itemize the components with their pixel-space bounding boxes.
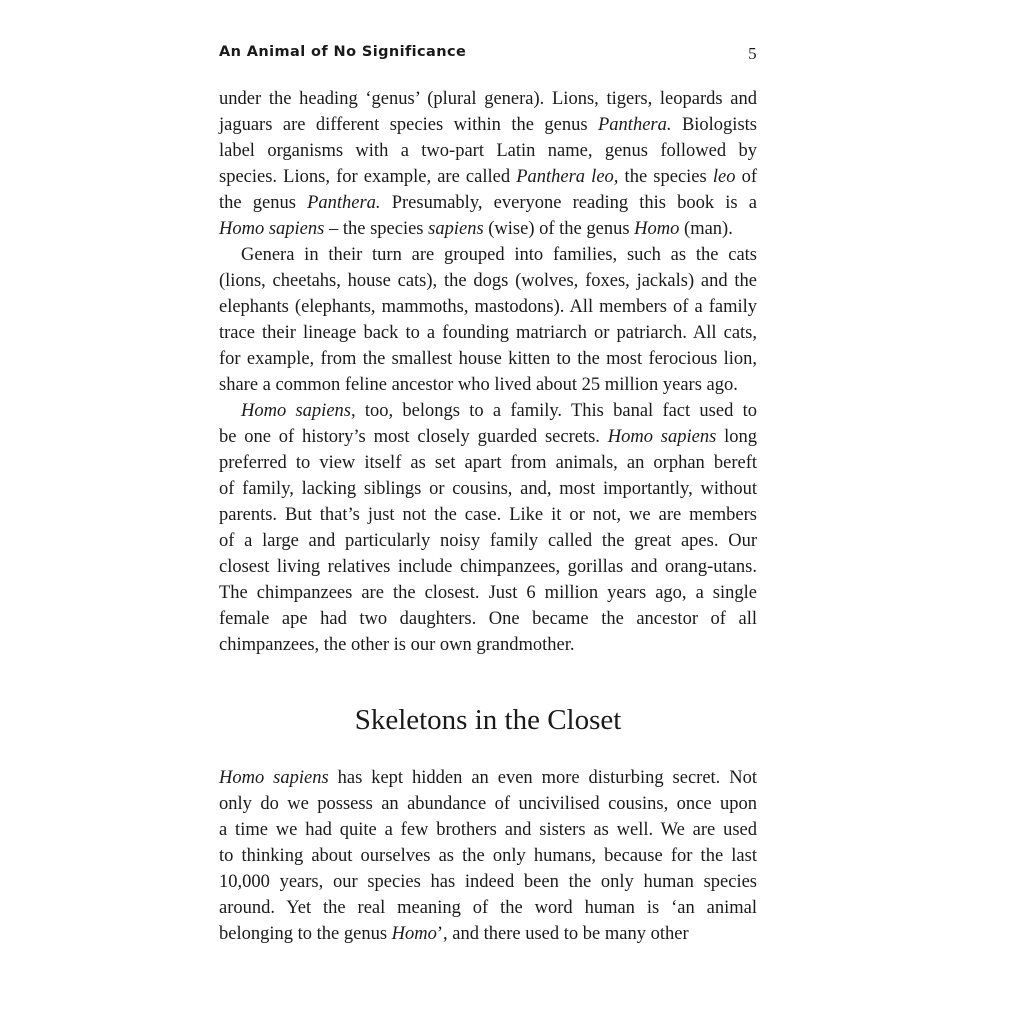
text-line: for example, from the smallest house kitten to the most ferocious lion, — [219, 349, 757, 369]
text-line: preferred to view itself as set apart from animals, an orphan bereft — [219, 453, 757, 473]
text-line: of family, lacking siblings or cousins, and, most importantly, without — [219, 479, 757, 499]
text-line: closest living relatives include chimpanzees, gorillas and orang-utans. — [219, 557, 757, 577]
section-heading: Skeletons in the Closet — [354, 704, 622, 736]
text-line: only do we possess an abundance of uncivilised cousins, once upon — [219, 794, 757, 814]
text-line: jaguars are different species within the genus Panthera. Biologists — [219, 115, 757, 135]
running-head — [219, 44, 757, 64]
page-number: 5 — [748, 44, 757, 63]
text-line: The chimpanzees are the closest. Just 6 million years ago, a single — [219, 583, 757, 603]
text-line: (lions, cheetahs, house cats), the dogs (wolves, foxes, jackals) and the — [219, 271, 757, 291]
body-text — [219, 86, 757, 658]
text-line: label organisms with a two-part Latin name, genus followed by — [219, 141, 757, 161]
text-line: to thinking about ourselves as the only humans, because for the last — [219, 846, 757, 866]
text-line: be one of history’s most closely guarded secrets. Homo sapiens long — [219, 427, 758, 447]
text-line: parents. But that’s just not the case. Like it or not, we are members — [219, 505, 757, 525]
text-line: chimpanzees, the other is our own grandmother. — [219, 635, 575, 655]
text-line: the genus Panthera. Presumably, everyone reading this book is a — [219, 193, 757, 213]
text-line: share a common feline ancestor who lived about 25 million years ago. — [219, 375, 738, 395]
text-line: species. Lions, for example, are called Panthera leo, the species leo of — [219, 167, 757, 187]
text-line: Homo sapiens – the species sapiens (wise) of the genus Homo (man). — [219, 219, 733, 239]
text-line: trace their lineage back to a founding matriarch or patriarch. All cats, — [219, 323, 757, 343]
text-line: Homo sapiens, too, belongs to a family. This banal fact used to — [241, 401, 757, 421]
text-line: around. Yet the real meaning of the word human is ‘an animal — [219, 898, 757, 918]
text-line: a time we had quite a few brothers and sisters as well. We are used — [219, 820, 757, 840]
text-line: elephants (elephants, mammoths, mastodons). All members of a family — [219, 297, 757, 317]
text-line: Genera in their turn are grouped into families, such as the cats — [241, 245, 757, 265]
section-body-text — [219, 765, 757, 947]
text-line: 10,000 years, our species has indeed been the only human species — [219, 872, 757, 892]
text-line: of a large and particularly noisy family called the great apes. Our — [219, 531, 757, 551]
text-line: belonging to the genus Homo’, and there used to be many other — [219, 924, 689, 944]
text-line: Homo sapiens has kept hidden an even more disturbing secret. Not — [219, 768, 757, 788]
text-line: female ape had two daughters. One became the ancestor of all — [219, 609, 757, 629]
text-line: under the heading ‘genus’ (plural genera). Lions, tigers, leopards and — [219, 89, 757, 109]
running-head-title: An Animal of No Significance — [219, 44, 467, 60]
